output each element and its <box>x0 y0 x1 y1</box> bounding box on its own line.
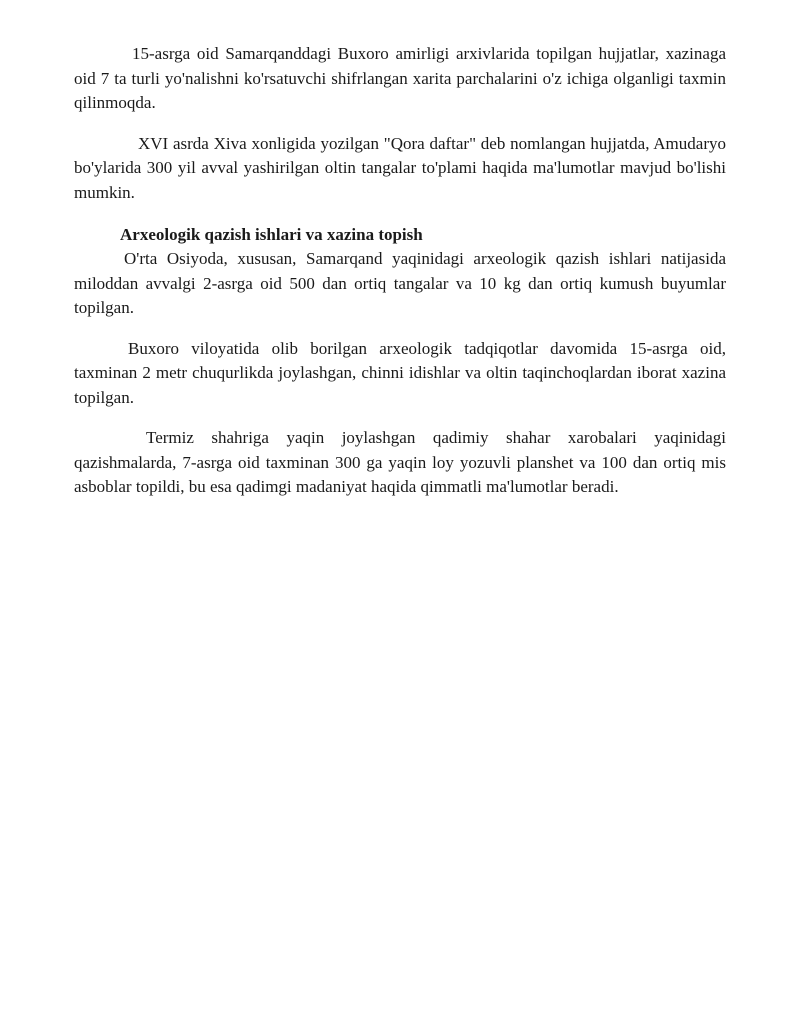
paragraph-termiz-excavation: Termiz shahriga yaqin joylashgan qadimiy shahar xarobalari yaqinidagi qazishmalarda, 7-asrga oid taxminan 300 ga yaqin loy yozuvli planshet va 100 dan ortiq mis asboblar topildi, bu esa qadimgi madaniyat haqida qimmatli ma'lumotlar beradi. <box>74 428 726 496</box>
paragraph-buxoro-research: Buxoro viloyatida olib borilgan arxeologik tadqiqotlar davomida 15-asrga oid, taxminan 2 metr chuqurlikda joylashgan, chinni idishlar va oltin taqinchoqlardan iborat xazina topilgan. <box>74 338 726 407</box>
paragraph-samarqand-archives: 15-asrga oid Samarqanddagi Buxoro amirligi arxivlarida topilgan hujjatlar, xazinaga oid 7 ta turli yo'nalishni ko'rsatuvchi shifrlangan xarita parchalarini o'z ichiga olganligi taxmin qilinmoqda. <box>74 44 726 112</box>
document-page <box>74 42 726 500</box>
paragraph-qora-daftar: XVI asrda Xiva xonligida yozilgan "Qora daftar" deb nomlangan hujjatda, Amudaryo bo'ylarida 300 yil avval yashirilgan oltin tangalar to'plami haqida ma'lumotlar mavjud bo'lishi mumkin. <box>74 133 726 202</box>
paragraph-samarqand-excavation: O'rta Osiyoda, xususan, Samarqand yaqinidagi arxeologik qazish ishlari natijasida miloddan avvalgi 2-asrga oid 500 dan ortiq tangalar va 10 kg dan ortiq kumush buyumlar topilgan. <box>74 249 726 317</box>
section-heading: Arxeologik qazish ishlari va xazina topish <box>120 225 423 244</box>
